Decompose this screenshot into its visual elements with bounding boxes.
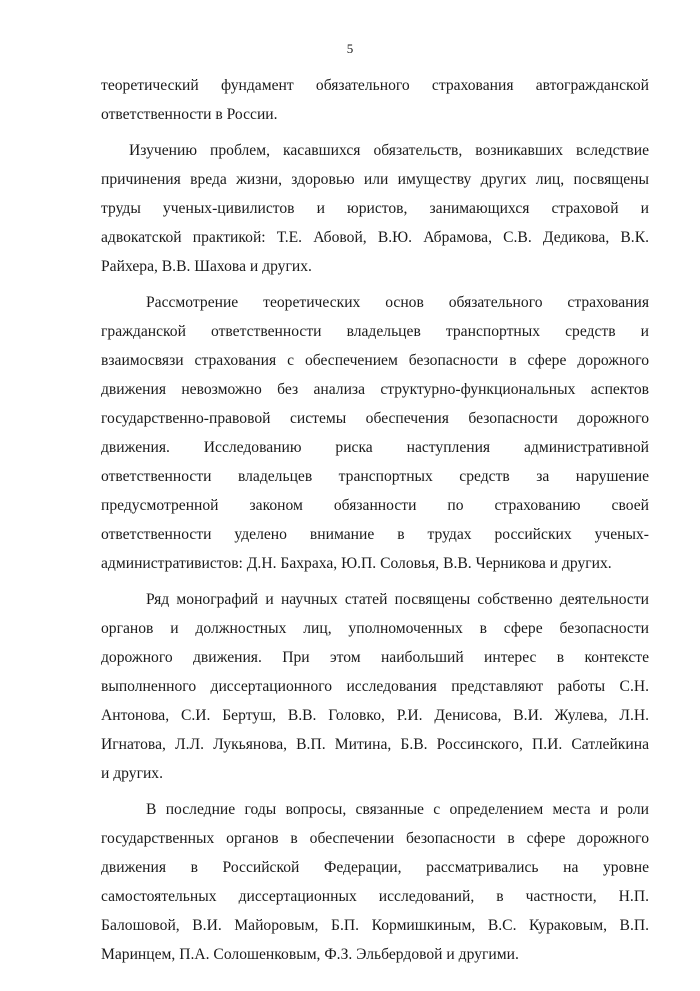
text-line: взаимосвязи страхования с обеспечением безопасности в сфере дорожного	[101, 352, 649, 369]
page-number: 5	[346, 41, 354, 56]
text-line: Ряд монографий и научных статей посвящены собственно деятельности	[146, 591, 649, 608]
text-line: выполненного диссертационного исследования представляют работы С.Н.	[101, 678, 649, 695]
text-line: Балошовой, В.И. Майоровым, Б.П. Кормишкиным, В.С. Кураковым, В.П.	[101, 917, 649, 934]
text-line: ответственности уделено внимание в трудах российских ученых-	[101, 526, 649, 543]
text-line: дорожного движения. При этом наибольший интерес в контексте	[101, 649, 649, 666]
text-line: В последние годы вопросы, связанные с определением места и роли	[146, 801, 649, 818]
text-line: труды ученых-цивилистов и юристов, занимающихся страховой и	[101, 200, 649, 217]
text-line: и других.	[101, 765, 164, 782]
text-line: самостоятельных диссертационных исследований, в частности, Н.П.	[101, 888, 649, 905]
text-line: адвокатской практикой: Т.Е. Абовой, В.Ю. Абрамова, С.В. Дедикова, В.К.	[101, 229, 649, 246]
body-text	[101, 71, 649, 969]
text-line: Игнатова, Л.Л. Лукьянова, В.П. Митина, Б.В. Россинского, П.И. Сатлейкина	[101, 736, 649, 753]
text-line: гражданской ответственности владельцев транспортных средств и	[101, 323, 649, 340]
text-line: Райхера, В.В. Шахова и других.	[101, 258, 312, 275]
text-line: ответственности в России.	[101, 106, 278, 123]
text-line: ответственности владельцев транспортных средств за нарушение	[101, 468, 649, 485]
text-line: органов и должностных лиц, уполномоченных в сфере безопасности	[101, 620, 649, 637]
text-line: причинения вреда жизни, здоровью или имуществу других лиц, посвящены	[101, 171, 649, 188]
text-line: теоретический фундамент обязательного страхования автогражданской	[101, 77, 649, 94]
text-line: Изучению проблем, касавшихся обязательств, возникавших вследствие	[129, 142, 649, 159]
text-line: административистов: Д.Н. Бахраха, Ю.П. Соловья, В.В. Черникова и других.	[101, 555, 612, 572]
text-line: предусмотренной законом обязанности по страхованию своей	[101, 497, 649, 514]
text-line: государственно-правовой системы обеспечения безопасности дорожного	[101, 410, 649, 427]
text-line: Антонова, С.И. Бертуш, В.В. Головко, Р.И. Денисова, В.И. Жулева, Л.Н.	[101, 707, 649, 724]
text-line: государственных органов в обеспечении безопасности в сфере дорожного	[101, 830, 649, 847]
text-line: движения в Российской Федерации, рассматривались на уровне	[101, 859, 649, 876]
text-line: движения. Исследованию риска наступления административной	[101, 439, 649, 456]
text-line: Рассмотрение теоретических основ обязательного страхования	[146, 294, 649, 311]
text-line: движения невозможно без анализа структурно-функциональных аспектов	[101, 381, 649, 398]
text-line: Маринцем, П.А. Солошенковым, Ф.З. Эльбердовой и другими.	[101, 946, 519, 963]
